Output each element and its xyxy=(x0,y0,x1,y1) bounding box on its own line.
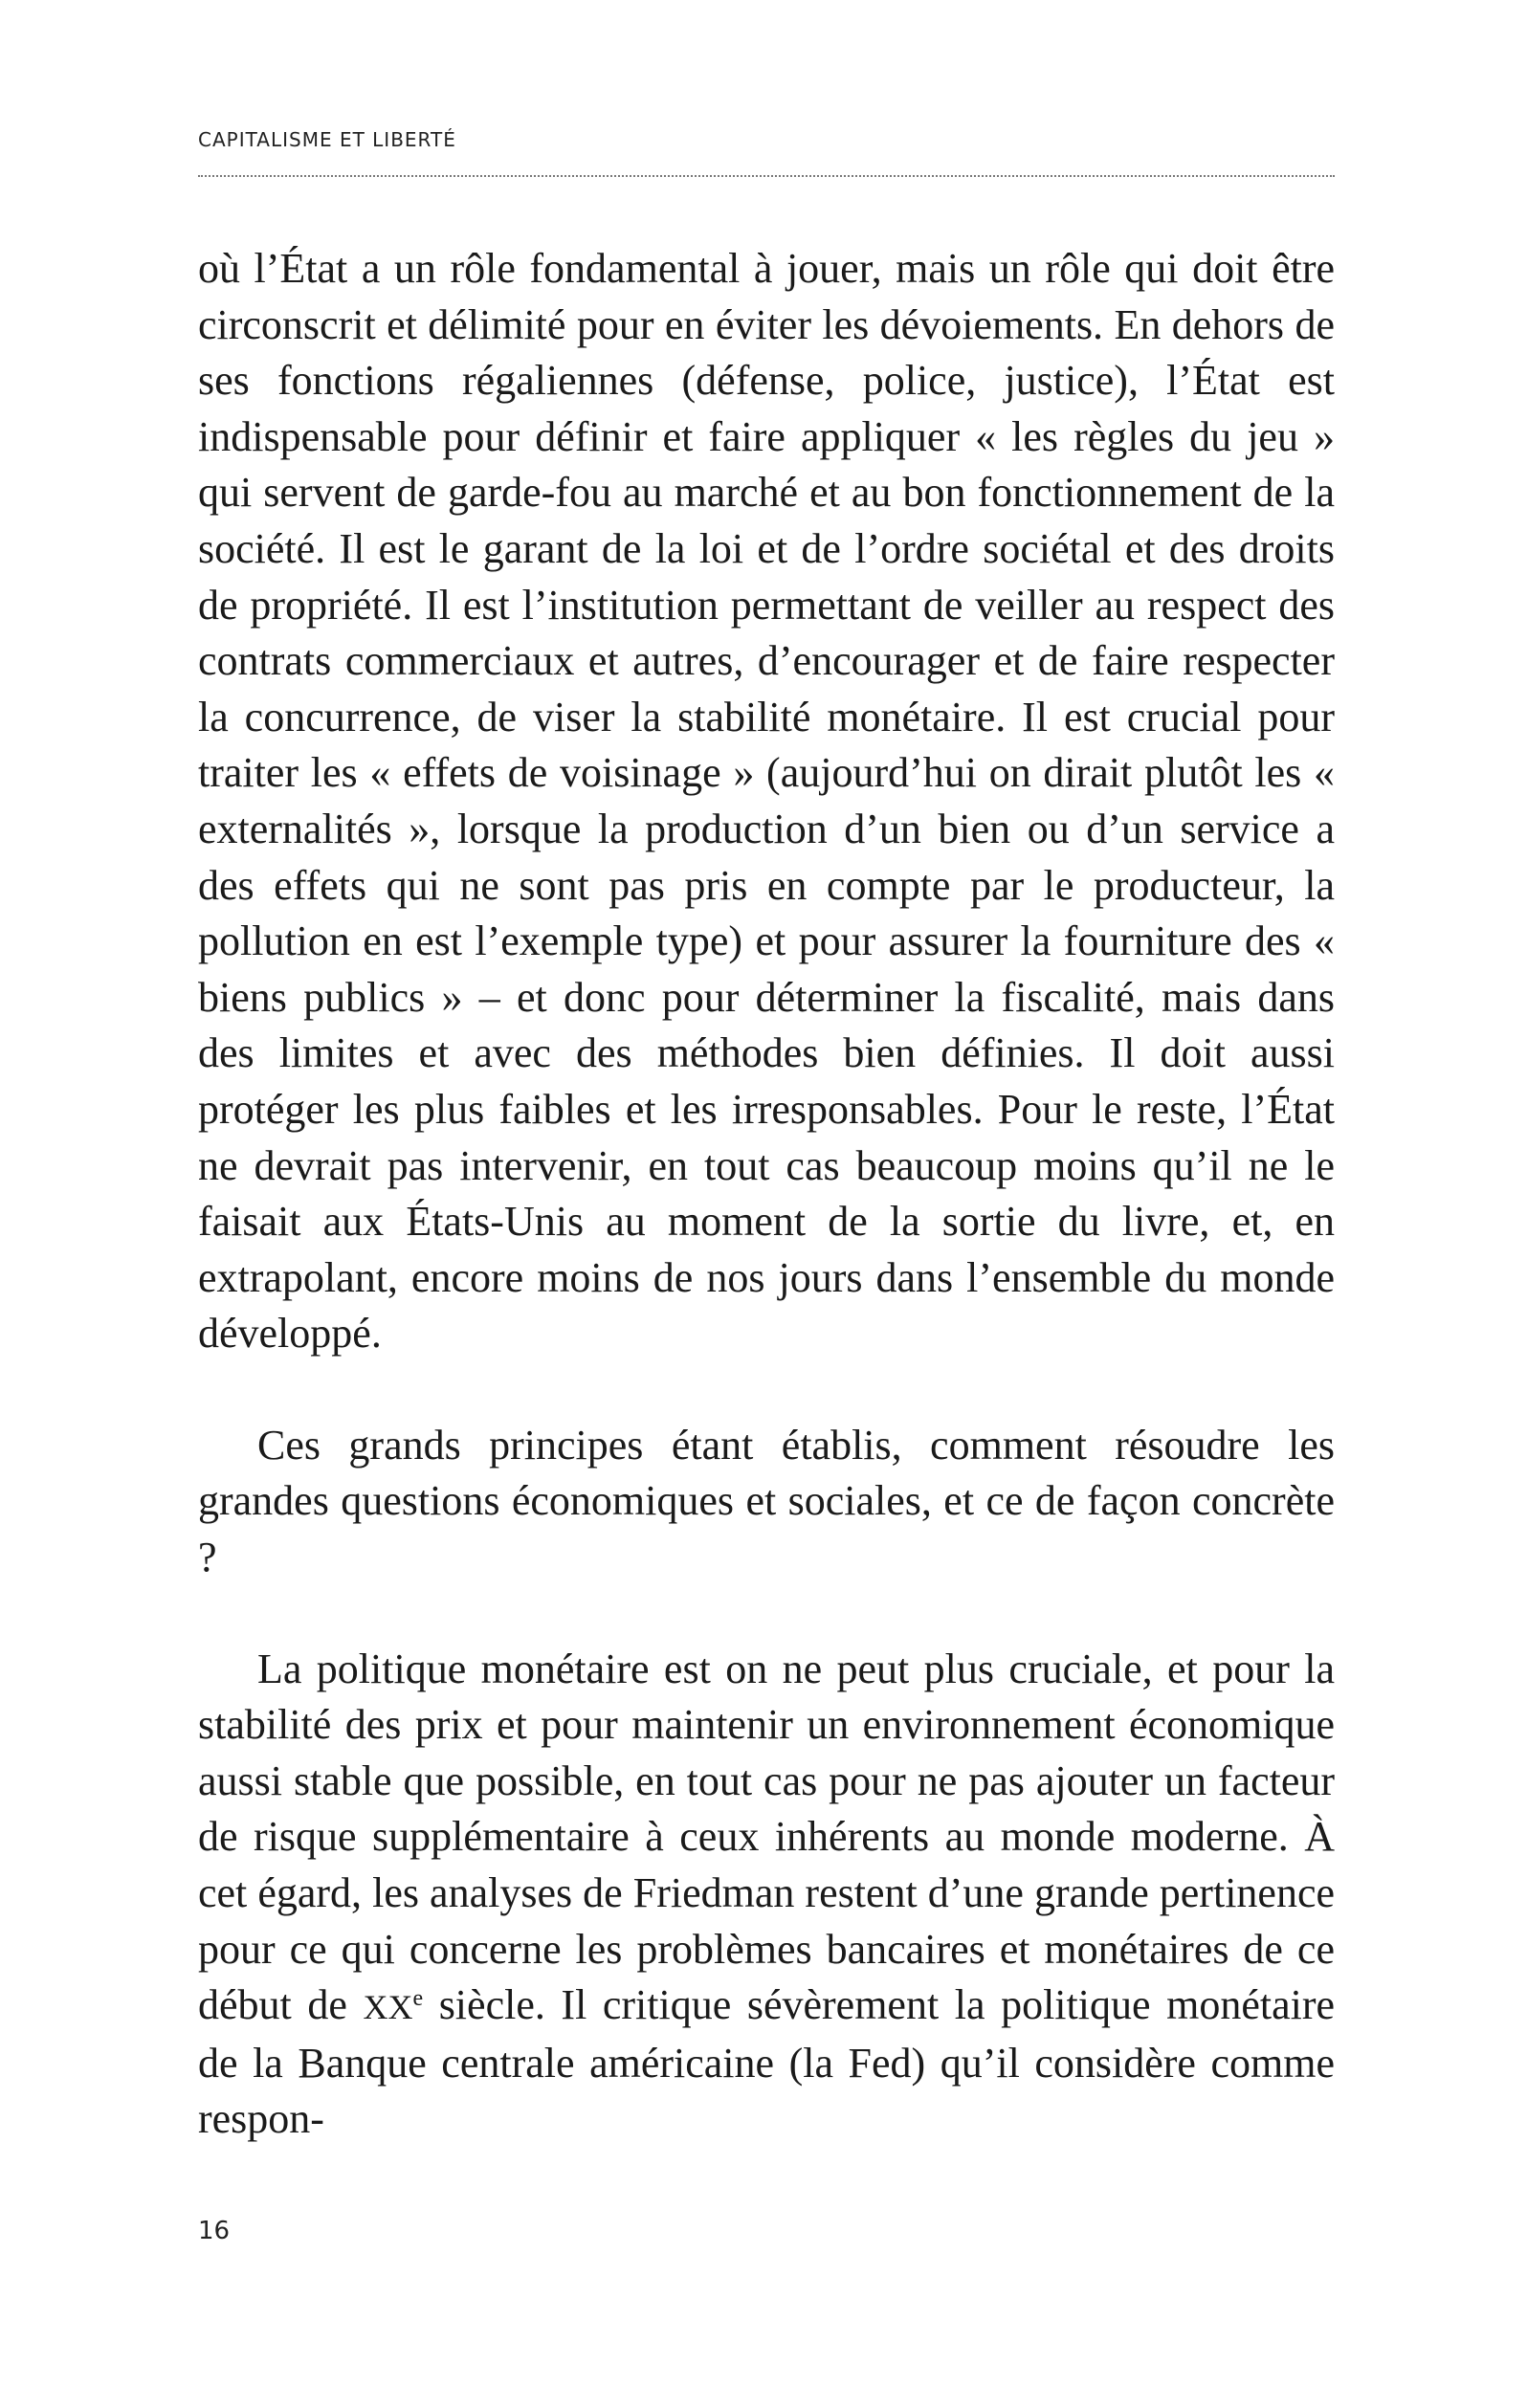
century-numeral: XX xyxy=(363,1988,413,2027)
paragraph-3-part-2: siècle. Il critique sévèrement la politique monétaire de la Banque centrale américaine (la Fed) qu’il considère comme respon- xyxy=(198,1981,1336,2143)
paragraph-1: où l’État a un rôle fondamental à jouer, mais un rôle qui doit être circonscrit et délimité pour en éviter les dévoiements. En dehors de ses fonctions régaliennes (défense, police, justice), l’État est indispensable pour définir et faire appliquer « les règles du jeu » qui servent de garde-fou au marché et au bon fonctionnement de la société. Il est le garant de la loi et de l’ordre sociétal et des droits de propriété. Il est l’institution permettant de veiller au respect des contrats commerciaux et autres, d’encourager et de faire respecter la concurrence, de viser la stabilité monétaire. Il est crucial pour traiter les « effets de voisinage » (aujourd’hui on dirait plutôt les « externalités », lorsque la production d’un bien ou d’un service a des effets qui ne sont pas pris en compte par le producteur, la pollution en est l’exemple type) et pour assurer la fourniture des « biens publics » – et donc pour déterminer la fiscalité, mais dans des limites et avec des méthodes bien définies. Il doit aussi protéger les plus faibles et les irresponsables. Pour le reste, l’État ne devrait pas intervenir, en tout cas beaucoup moins qu’il ne le faisait aux États-Unis au moment de la sortie du livre, et, en extrapolant, encore moins de nos jours dans l’ensemble du monde développé. xyxy=(198,245,1335,1358)
body-text xyxy=(198,241,1335,2148)
century-superscript: e xyxy=(412,1986,424,2012)
running-title: CAPITALISME ET LIBERTÉ xyxy=(198,128,456,151)
paragraph-3 xyxy=(198,1642,1335,2148)
paragraph-3-part-1: La politique monétaire est on ne peut plus cruciale, et pour la stabilité des prix et pour maintenir un environnement économique aussi stable que possible, en tout cas pour ne pas ajouter un facteur de risque supplémentaire à ceux inhérents au monde moderne. À cet égard, les analyses de Friedman restent d’une grande pertinence pour ce qui concerne les problèmes bancaires et monétaires de ce début de xyxy=(198,1645,1335,2029)
header-dotted-rule xyxy=(198,175,1335,177)
paragraph-2: Ces grands principes étant établis, comment résoudre les grandes questions économiques et sociales, et ce de façon concrète ? xyxy=(198,1421,1335,1581)
page-number: 16 xyxy=(198,2217,231,2245)
